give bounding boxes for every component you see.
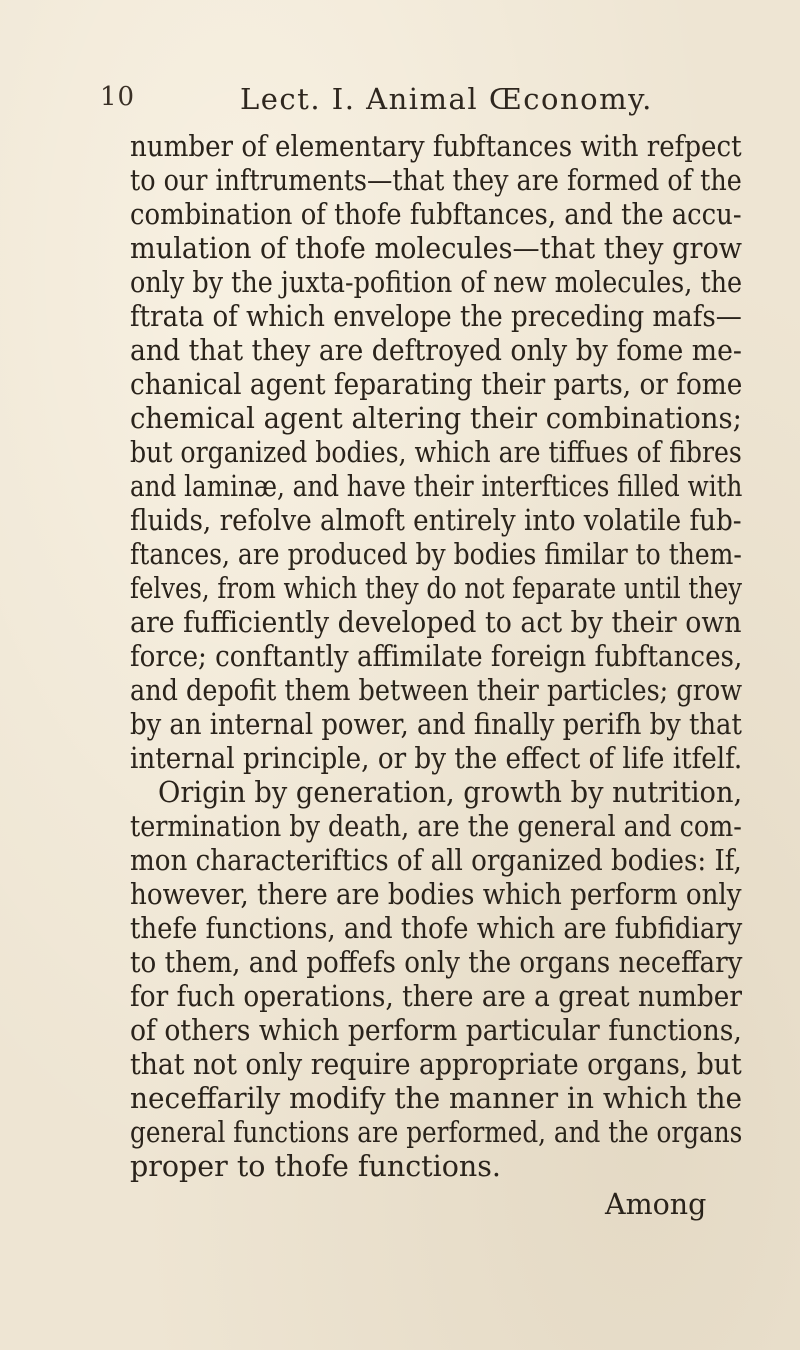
text-line: chanical agent feparating their parts, or fome [130,368,743,401]
text-line: however, there are bodies which perform only [130,878,742,911]
text-line: are fufficiently developed to act by their own [130,606,742,639]
text-line: mon characteriftics of all organized bodies: If, [130,844,742,877]
text-line: neceffarily modify the manner in which the [130,1082,743,1115]
text-line: felves, from which they do not feparate until they [130,572,743,605]
text-line: of others which perform particular functions, [130,1014,742,1047]
page-number: 10 [100,82,136,112]
text-line: and that they are deftroyed only by fome me- [130,334,742,367]
text-line: to our inftruments—that they are formed of the [130,164,742,197]
text-line: fluids, refolve almoft entirely into volatile fub- [130,504,742,537]
text-line: and depofit them between their particles; grow [130,674,743,707]
text-line: but organized bodies, which are tiffues of fibres [130,436,742,469]
text-line: Origin by generation, growth by nutrition, [158,776,743,809]
text-line: only by the juxta-pofition of new molecules, the [130,266,743,299]
text-line: number of elementary fubftances with refpect [130,130,742,163]
text-line: ftances, are produced by bodies fimilar to them- [130,538,742,571]
text-line: proper to thofe functions. [130,1150,501,1183]
text-line: mulation of thofe molecules—that they grow [130,232,743,265]
text-line: and laminæ, and have their interftices filled with [130,470,743,503]
text-line: chemical agent altering their combinations; [130,402,742,435]
text-line: internal principle, or by the effect of life itfelf. [130,742,743,775]
running-head: Lect. I. Animal Œconomy. [240,82,653,116]
text-line: for fuch operations, there are a great number [130,980,742,1013]
page-header [100,82,740,122]
text-line: to them, and poffefs only the organs neceffary [130,946,743,979]
text-line: force; conftantly affimilate foreign fubftances, [130,640,743,673]
text-line: termination by death, are the general and com- [130,810,742,843]
text-line: combination of thofe fubftances, and the accu- [130,198,742,231]
catchword: Among [605,1188,707,1221]
text-line: ftrata of which envelope the preceding mafs— [130,300,742,333]
text-line: general functions are performed, and the organs [130,1116,743,1149]
text-line: thefe functions, and thofe which are fubfidiary [130,912,743,945]
text-line: by an internal power, and finally perifh by that [130,708,742,741]
text-line: that not only require appropriate organs, but [130,1048,742,1081]
